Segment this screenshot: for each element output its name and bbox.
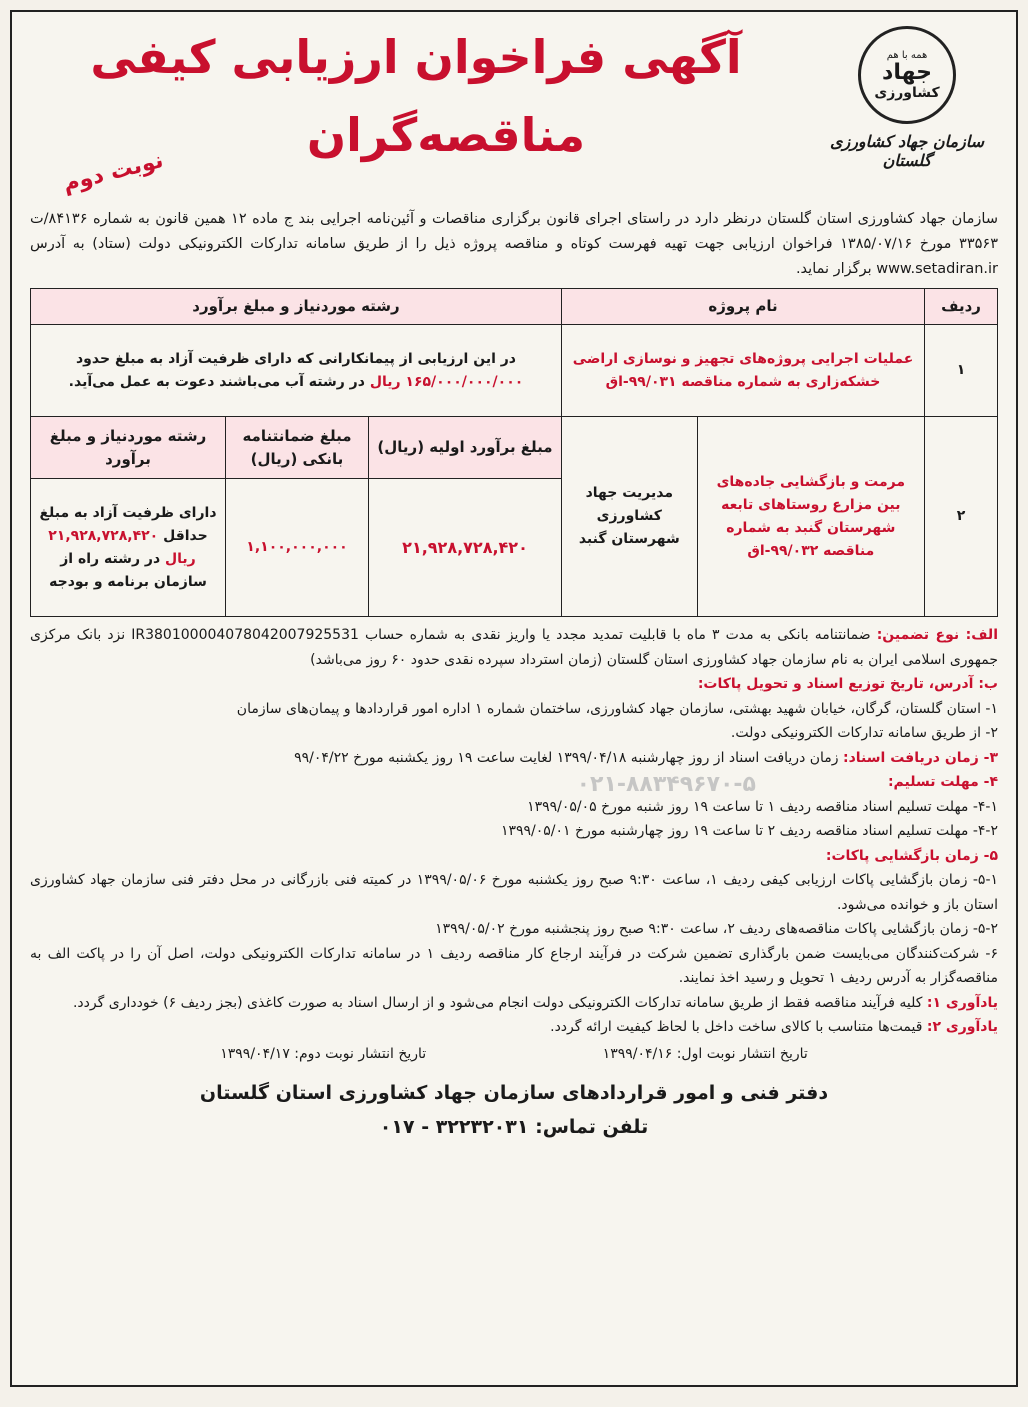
field-desc-a: دارای ظرفیت آزاد به مبلغ حداقل (39, 504, 217, 544)
address-item-1: ۱- استان گلستان، گرگان، خیابان شهید بهشتی، سازمان جهاد کشاورزی، ساختمان شماره ۱ اداره امور قراردادها و پیمان‌های سازمان (236, 700, 998, 717)
deadline-item-2: ۴-۲- مهلت تسلیم اسناد مناقصه ردیف ۲ تا ساعت ۱۹ روز چهارشنبه مورخ ۱۳۹۹/۰۵/۰۱ (500, 823, 998, 839)
table-row (31, 417, 998, 479)
opening-item-2: ۵-۲- زمان بازگشایی پاکات مناقصه‌های ردیف ۲، ساعت ۹:۳۰ صبح روز پنجشنبه مورخ ۱۳۹۹/۰۵/۰۲ (435, 921, 998, 937)
estimate-amount: ۲۱,۹۲۸,۷۲۸,۴۲۰ (369, 479, 562, 617)
page-title: آگهی فراخوان ارزیابی کیفی (90, 30, 742, 84)
receive-time-text: زمان دریافت اسناد از روز چهارشنبه ۱۳۹۹/۰۴/۱۸ لغایت ساعت ۱۹ روز یکشنبه مورخ ۹۹/۰۴/۲۲ (294, 749, 839, 766)
reminder-2-text: قیمت‌ها متناسب با کالای ساخت داخل با لحاظ کیفیت ارائه گردد. (550, 1019, 923, 1035)
col-header-field-2: رشته موردنیاز و مبلغ برآورد (31, 417, 226, 479)
conditions-section (12, 623, 1016, 1040)
row-number: ۲ (925, 417, 998, 617)
logo-name: جهاد (882, 59, 932, 85)
field-desc-amount: ۲۱,۹۲۸,۷۲۸,۴۲۰ ریال (48, 527, 196, 567)
executing-unit: مدیریت جهاد کشاورزی شهرستان گنبد (562, 417, 698, 617)
address-item-2: ۲- از طریق سامانه تدارکات الکترونیکی دولت. (730, 725, 998, 741)
field-desc-amount: ۱۶۵/۰۰۰/۰۰۰/۰۰۰ ریال (369, 373, 524, 390)
footer-phone: تلفن تماس: ۳۲۲۳۲۰۳۱ - ۰۱۷ (379, 1115, 649, 1138)
field-desc-a: در این ارزیابی از پیمانکارانی که دارای ظرفیت آزاد به مبلغ حدود (76, 350, 516, 367)
seal-icon (858, 26, 956, 124)
round-badge: نوبت دوم (60, 147, 166, 198)
publish-second: تاریخ انتشار نوبت دوم: ۱۳۹۹/۰۴/۱۷ (220, 1045, 427, 1062)
col-header-field: رشته موردنیاز و مبلغ برآورد (31, 289, 562, 325)
guarantee-type-label: الف: نوع تضمین: (876, 627, 998, 643)
col-header-row: ردیف (925, 289, 998, 325)
bidders-note: ۶- شرکت‌کنندگان می‌بایست ضمن بارگذاری تضمین شرکت در فرآیند ارجاع کار مناقصه ردیف ۱ در سامانه تدارکات الکترونیکی دولت، اصل آن را در پاکت الف به مناقصه‌گزار به آدرس ردیف ۱ تحویل و رسید اخذ نمایند. (30, 945, 998, 986)
field-desc (31, 325, 562, 417)
opening-label: ۵- زمان بازگشایی پاکات: (825, 847, 998, 864)
watermark: ۰۲۱-۸۸۳۴۹۶۷۰-۵ (576, 772, 756, 797)
address-label: ب: آدرس، تاریخ توزیع اسناد و تحویل پاکات: (697, 676, 998, 692)
table-header-row (31, 289, 998, 325)
reminder-1-label: یادآوری ۱: (926, 994, 998, 1011)
deadline-label: ۴- مهلت تسلیم: (887, 774, 998, 790)
project-name: عملیات اجرایی پروژه‌های تجهیز و نوسازی اراضی خشکه‌زاری به شماره مناقصه ۹۹/۰۳۱-اق (562, 325, 925, 417)
table-row (31, 325, 998, 417)
deadline-item-1: ۴-۱- مهلت تسلیم اسناد مناقصه ردیف ۱ تا ساعت ۱۹ روز شنبه مورخ ۱۳۹۹/۰۵/۰۵ (527, 798, 998, 815)
project-name: مرمت و بازگشایی جاده‌های بین مزارع روستاهای تابعه شهرستان گنبد به شماره مناقصه ۹۹/۰۳۲-اق (697, 417, 924, 617)
guarantee-amount: ۱,۱۰۰,۰۰۰,۰۰۰ (226, 479, 369, 617)
col-header-project: نام پروژه (562, 289, 925, 325)
col-header-estimate: مبلغ برآورد اولیه (ریال) (369, 417, 562, 479)
publish-dates (12, 1046, 1016, 1062)
intro-paragraph: سازمان جهاد کشاورزی استان گلستان درنظر دارد در راستای اجرای قانون برگزاری مناقصات و آئین‌نامه اجرایی بند ج ماده ۱۲ همین قانون به شماره ۸۴۱۳۶/ت ۳۳۵۶۳ مورخ ۱۳۸۵/۰۷/۱۶ فراخوان ارزیابی جهت تهیه فهرست کوتاه و مناقصه پروژه ذیل را از طریق سامانه تدارکات الکترونیکی دولت (ستاد) به آدرس www.setadiran.ir برگزار نماید. (30, 211, 998, 277)
field-desc-b: در رشته راه از سازمان برنامه و بودجه (49, 550, 207, 590)
col-header-guarantee: مبلغ ضمانتنامه بانکی (ریال) (226, 417, 369, 479)
footer (12, 1076, 1016, 1144)
reminder-2-label: یادآوری ۲: (926, 1019, 998, 1035)
opening-item-1: ۵-۱- زمان بازگشایی پاکات ارزیابی کیفی ردیف ۱، ساعت ۹:۳۰ صبح روز یکشنبه مورخ ۱۳۹۹/۰۵/۰۶ در کمیته فنی بازرگانی در محل دفتر فنی سازمان جهاد کشاورزی استان باز و خوانده می‌شود. (30, 872, 999, 913)
org-signature: سازمان جهاد کشاورزی گلستان (829, 132, 985, 170)
organization-logo (812, 26, 1002, 170)
page-subtitle: مناقصه‌گران (306, 108, 586, 162)
reminder-1-text: کلیه فرآیند مناقصه فقط از طریق سامانه تدارکات الکترونیکی دولت انجام می‌شود و از ارسال اسناد به صورت کاغذی (بجز ردیف ۶) خودداری گردد. (72, 994, 923, 1011)
receive-time-label: ۳- زمان دریافت اسناد: (843, 749, 998, 766)
field-desc-b: در رشته آب می‌باشند دعوت به عمل می‌آید. (68, 373, 365, 390)
field-desc (31, 479, 226, 617)
projects-table (30, 288, 998, 617)
advertisement-page (10, 10, 1018, 1387)
publish-first: تاریخ انتشار نوبت اول: ۱۳۹۹/۰۴/۱۶ (602, 1045, 808, 1062)
row-number: ۱ (925, 325, 998, 417)
header (12, 12, 1016, 207)
footer-office: دفتر فنی و امور قراردادهای سازمان جهاد کشاورزی استان گلستان (199, 1081, 829, 1104)
logo-sub: کشاورزی (874, 84, 940, 101)
guarantee-type-text: ضمانتنامه بانکی به مدت ۳ ماه با قابلیت تمدید مجدد یا واریز نقدی به شماره حساب IR380100004078042007925531 نزد بانک مرکزی جمهوری اسلامی ایران به نام سازمان جهاد کشاورزی استان گلستان (زمان استرداد سپرده نقدی حدود ۶۰ روز می‌باشد) (30, 627, 998, 668)
logo-motto: همه با هم (886, 49, 928, 61)
